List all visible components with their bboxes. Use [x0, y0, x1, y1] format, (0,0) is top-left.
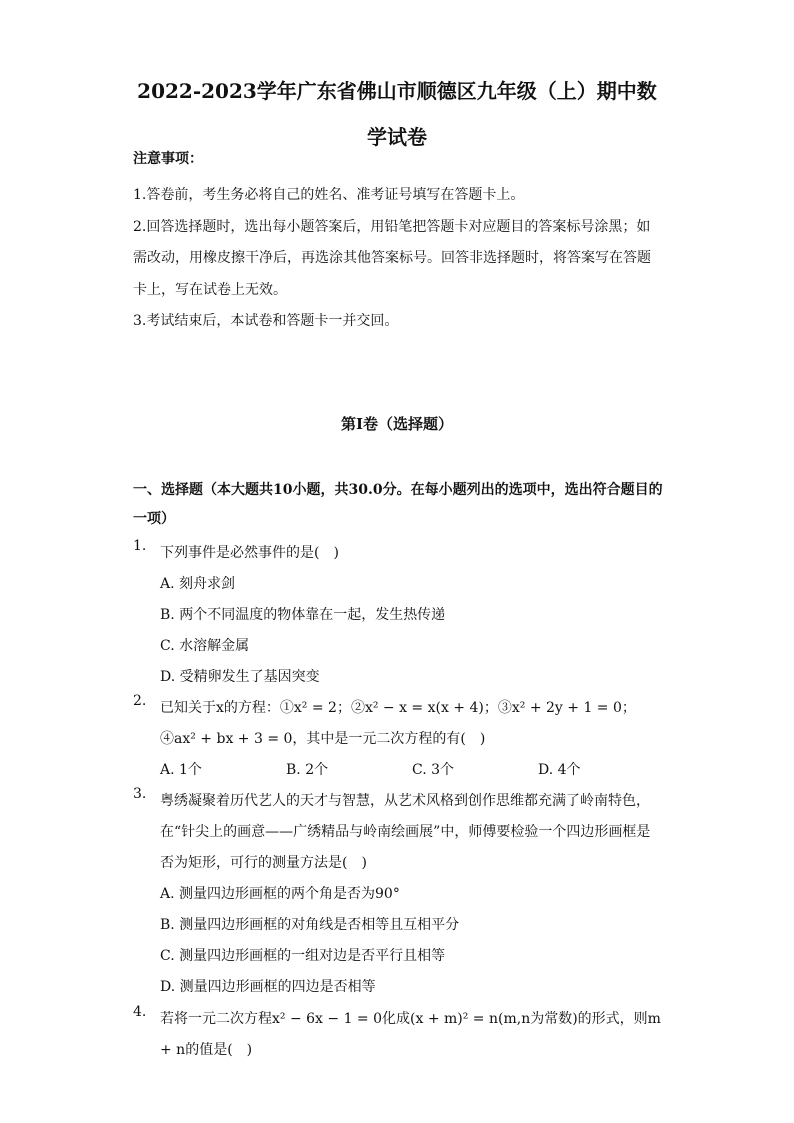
notes-block [133, 148, 663, 338]
option-a: A. 测量四边形画框的两个角是否为90° [160, 886, 400, 902]
option-a: A. 1个 [160, 762, 202, 778]
section-heading: 一、选择题（本大题共10小题，共30.0分。在每小题列出的选项中，选出符合题目的一项） [133, 482, 663, 527]
question-stem: 下列事件是必然事件的是( ) [160, 545, 339, 561]
title-line-2: 学试卷 [367, 125, 427, 149]
question-number: 3. [133, 786, 147, 802]
question-number: 1. [133, 538, 147, 554]
question-3 [133, 786, 663, 1003]
question-number: 2. [133, 693, 147, 709]
title-line-1: 2022-2023学年广东省佛山市顺德区九年级（上）期中数 [137, 79, 657, 103]
question-stem: 粤绣凝聚着历代艺人的天才与智慧，从艺术风格到创作思维都充满了岭南特色，在“针尖上的画意——广绣精品与岭南绘画展”中，师傅要检验一个四边形画框是否为矩形，可行的测量方法是( ) [160, 793, 651, 871]
question-stem: 若将一元二次方程x² − 6x − 1 = 0化成(x + m)² = n(m,n为常数)的形式，则m + n的值是( ) [160, 1011, 661, 1058]
option-c: C. 3个 [412, 762, 455, 778]
question-stem: 已知关于x的方程：①x² = 2；②x² − x = x(x + 4)；③x² + 2y + 1 = 0；④ax² + bx + 3 = 0，其中是一元二次方程的有( ) [160, 700, 636, 747]
note-item: 3.考试结束后，本试卷和答题卡一并交回。 [133, 313, 399, 329]
option-b: B. 2个 [286, 762, 329, 778]
option-b: B. 测量四边形画框的对角线是否相等且互相平分 [160, 917, 460, 933]
note-item: 2.回答选择题时，选出每小题答案后，用铅笔把答题卡对应题目的答案标号涂黑；如需改动，用橡皮擦干净后，再选涂其他答案标号。回答非选择题时，将答案写在答题卡上，写在试卷上无效。 [133, 218, 651, 298]
option-b: B. 两个不同温度的物体靠在一起，发生热传递 [160, 607, 446, 623]
page-title [100, 70, 694, 158]
option-c: C. 水溶解金属 [160, 638, 250, 654]
question-1 [133, 538, 663, 693]
options-row [160, 755, 663, 786]
question-number: 4. [133, 1004, 147, 1020]
question-4 [133, 1004, 663, 1066]
note-item: 1.答卷前，考生务必将自己的姓名、准考证号填写在答题卡上。 [133, 187, 525, 203]
notes-heading: 注意事项： [133, 151, 203, 167]
option-d: D. 测量四边形画框的四边是否相等 [160, 979, 376, 995]
question-2 [133, 693, 663, 786]
option-d: D. 4个 [538, 762, 581, 778]
part-title: 第Ⅰ卷（选择题） [340, 415, 454, 433]
option-c: C. 测量四边形画框的一组对边是否平行且相等 [160, 948, 446, 964]
option-a: A. 刻舟求剑 [160, 576, 236, 592]
option-d: D. 受精卵发生了基因突变 [160, 669, 320, 685]
